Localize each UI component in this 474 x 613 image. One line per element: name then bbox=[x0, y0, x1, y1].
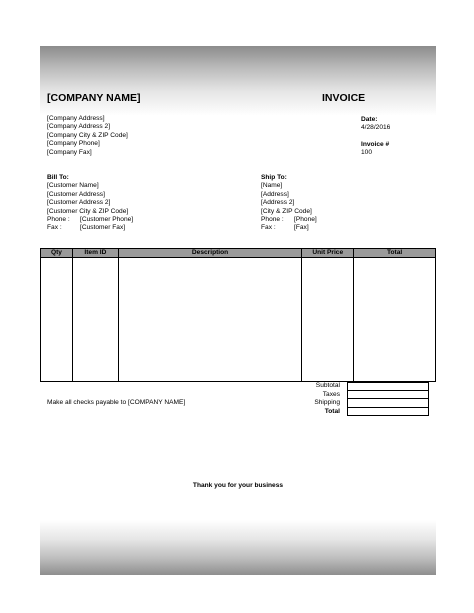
ship-address: [Address] bbox=[261, 190, 289, 198]
description-cell[interactable] bbox=[118, 258, 302, 382]
taxes-row bbox=[290, 391, 429, 400]
customer-fax: [Customer Fax] bbox=[80, 224, 126, 232]
ship-fax: [Fax] bbox=[294, 224, 309, 232]
shipping-label: Shipping bbox=[314, 399, 340, 406]
ship-fax-label: Fax : bbox=[261, 224, 276, 232]
ship-fax-row bbox=[261, 224, 317, 232]
invoice-title: INVOICE bbox=[322, 92, 366, 104]
table-header-row bbox=[41, 249, 436, 258]
customer-address2: [Customer Address 2] bbox=[47, 199, 111, 207]
total-field[interactable] bbox=[347, 408, 429, 417]
company-address-line: [Company Address] bbox=[47, 115, 105, 122]
checks-payable-note: Make all checks payable to [COMPANY NAME] bbox=[47, 399, 186, 406]
bill-to-block bbox=[47, 174, 133, 233]
subtotal-label: Subtotal bbox=[315, 382, 340, 389]
column-header-unit-price: Unit Price bbox=[302, 249, 354, 258]
column-header-total: Total bbox=[354, 249, 436, 258]
customer-phone-label: Phone : bbox=[47, 216, 70, 224]
invoice-number-block bbox=[361, 141, 389, 158]
column-header-description: Description bbox=[118, 249, 302, 258]
company-city-zip-line: [Company City & ZIP Code] bbox=[47, 131, 128, 139]
qty-cell[interactable] bbox=[41, 258, 73, 382]
customer-name: [Customer Name] bbox=[47, 182, 99, 190]
column-header-item-id: Item ID bbox=[72, 249, 118, 258]
totals-block bbox=[290, 382, 429, 416]
table-body-row bbox=[41, 258, 436, 382]
ship-name: [Name] bbox=[261, 182, 283, 190]
company-address-block bbox=[47, 115, 128, 157]
thank-you-message: Thank you for your business bbox=[192, 482, 284, 489]
date-value: 4/28/2016 bbox=[361, 124, 391, 132]
subtotal-field[interactable] bbox=[347, 382, 429, 391]
customer-phone: [Customer Phone] bbox=[80, 216, 134, 224]
company-address2-line: [Company Address 2] bbox=[47, 123, 111, 131]
invoice-page bbox=[40, 46, 436, 575]
date-block bbox=[361, 116, 390, 133]
ship-phone-row bbox=[261, 216, 317, 224]
ship-phone: [Phone] bbox=[294, 216, 317, 224]
customer-fax-label: Fax : bbox=[47, 224, 62, 232]
line-items-table bbox=[40, 248, 436, 382]
shipping-row bbox=[290, 399, 429, 408]
company-phone-line: [Company Phone] bbox=[47, 140, 100, 148]
ship-to-heading: Ship To: bbox=[261, 174, 287, 181]
item-id-cell[interactable] bbox=[72, 258, 118, 382]
ship-phone-label: Phone : bbox=[261, 216, 284, 224]
footer-gradient-band bbox=[40, 520, 436, 575]
company-fax-line: [Company Fax] bbox=[47, 148, 92, 156]
ship-to-block bbox=[261, 174, 317, 233]
subtotal-row bbox=[290, 382, 429, 391]
date-label: Date: bbox=[361, 116, 378, 123]
customer-fax-row bbox=[47, 224, 133, 232]
customer-city-zip: [Customer City & ZIP Code] bbox=[47, 207, 129, 215]
invoice-number-value: 100 bbox=[361, 149, 373, 157]
bill-to-heading: Bill To: bbox=[47, 174, 69, 181]
ship-address2: [Address 2] bbox=[261, 199, 295, 207]
company-name: [COMPANY NAME] bbox=[47, 92, 141, 104]
taxes-field[interactable] bbox=[347, 391, 429, 400]
customer-address: [Customer Address] bbox=[47, 190, 105, 198]
total-row bbox=[290, 408, 429, 417]
customer-phone-row bbox=[47, 216, 133, 224]
header-gradient-band bbox=[40, 46, 436, 116]
ship-city-zip: [City & ZIP Code] bbox=[261, 207, 312, 215]
total-cell[interactable] bbox=[354, 258, 436, 382]
total-label: Total bbox=[324, 407, 340, 415]
taxes-label: Taxes bbox=[322, 390, 340, 398]
shipping-field[interactable] bbox=[347, 399, 429, 408]
unit-price-cell[interactable] bbox=[302, 258, 354, 382]
invoice-number-label: Invoice # bbox=[361, 141, 390, 148]
column-header-qty: Qty bbox=[41, 249, 73, 258]
